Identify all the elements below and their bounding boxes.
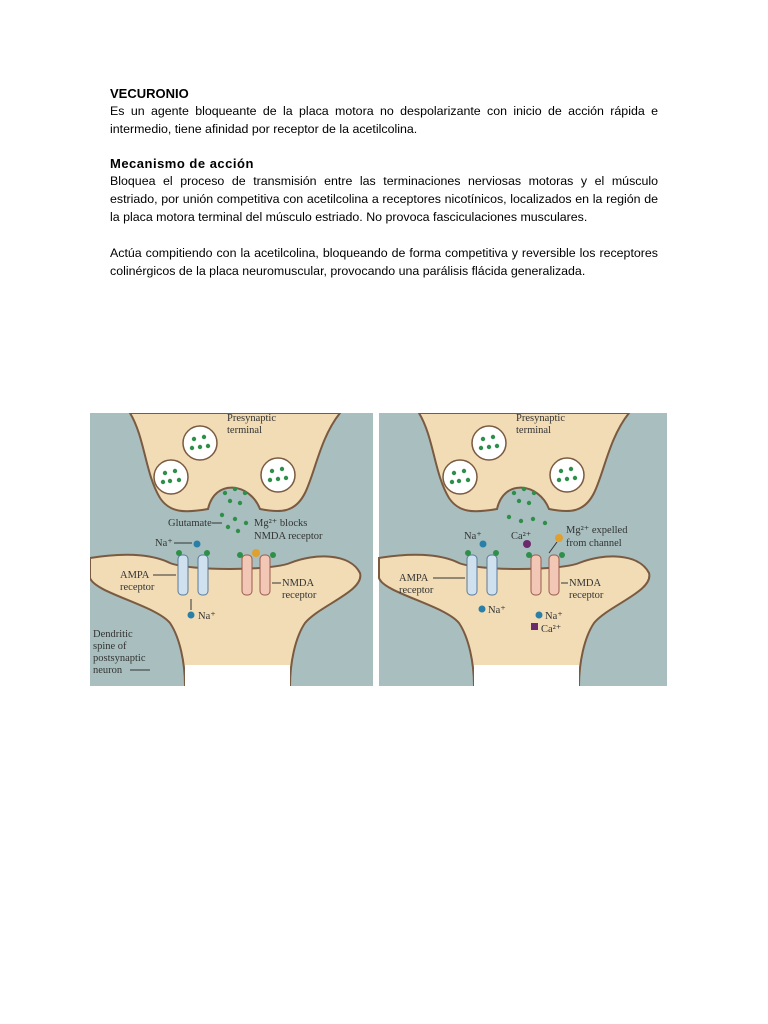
left-label-ampa: AMPA <box>120 570 150 581</box>
right-label-ampa-receptor: receptor <box>399 585 434 596</box>
right-label-terminal: terminal <box>516 425 551 436</box>
mechanism-paragraph-1: Bloquea el proceso de transmisión entre las terminaciones nerviosas motoras y el músculo estriado, por unión competitiva con acetilcolina a receptores nicotínicos, localizados en la región de la placa motora terminal del músculo estriado. No provoca fasciculaciones musculares. <box>110 174 658 224</box>
left-na-ion-out <box>188 612 195 619</box>
right-label-na-out-ampa: Na⁺ <box>488 605 506 616</box>
left-label-ampa-receptor: receptor <box>120 582 155 593</box>
left-label-terminal: terminal <box>227 425 262 436</box>
mechanism-paragraph-2: Actúa compitiendo con la acetilcolina, bloqueando de forma competitiva y reversible los receptores colinérgicos de la placa neuromuscular, provocando una parálisis flácida generalizada. <box>110 246 658 278</box>
left-label-dendritic: Dendritic <box>93 629 133 640</box>
left-panel <box>90 413 373 686</box>
document-title: VECURONIO <box>110 86 189 101</box>
mechanism-heading: Mecanismo de acción <box>110 156 254 171</box>
right-spine-neck <box>474 665 579 686</box>
left-label-nmda-receptor: receptor <box>282 590 317 601</box>
left-spine-neck <box>185 665 290 686</box>
left-mg-ion <box>252 549 260 557</box>
right-label-nmda-receptor: receptor <box>569 590 604 601</box>
left-label-glutamate: Glutamate <box>168 518 212 529</box>
right-na-ion-out-ampa <box>479 606 486 613</box>
left-label-na-out: Na⁺ <box>198 611 216 622</box>
right-label-nmda: NMDA <box>569 578 602 589</box>
left-label-mg-blocks: Mg²⁺ blocks <box>254 518 308 529</box>
left-label-nmda-top: NMDA receptor <box>254 531 323 542</box>
right-label-from-channel: from channel <box>566 538 622 549</box>
right-label-na-out-nmda: Na⁺ <box>545 611 563 622</box>
left-label-spine-of: spine of <box>93 641 127 652</box>
left-label-nmda: NMDA <box>282 578 315 589</box>
right-mg-ion-expelled <box>555 534 563 542</box>
right-label-ca-in: Ca²⁺ <box>511 531 532 542</box>
right-ca-ion-out <box>531 623 538 630</box>
left-label-postsynaptic: postsynaptic <box>93 653 146 664</box>
left-label-neuron: neuron <box>93 665 123 676</box>
right-label-ampa: AMPA <box>399 573 429 584</box>
right-panel <box>379 413 667 686</box>
right-label-mg-expelled: Mg²⁺ expelled <box>566 525 628 536</box>
synapse-illustration <box>90 413 667 686</box>
right-label-na-in: Na⁺ <box>464 531 482 542</box>
right-na-ion-out-nmda <box>536 612 543 619</box>
document-body <box>110 86 658 280</box>
left-label-na-in: Na⁺ <box>155 538 173 549</box>
left-na-ion-in <box>194 541 201 548</box>
synapse-figure <box>90 413 667 686</box>
left-label-presynaptic: Presynaptic <box>227 413 276 424</box>
intro-paragraph: Es un agente bloqueante de la placa motora no despolarizante con inicio de acción rápida e intermedio, tiene afinidad por receptor de la acetilcolina. <box>110 104 658 136</box>
right-label-presynaptic: Presynaptic <box>516 413 565 424</box>
right-label-ca-out: Ca²⁺ <box>541 624 562 635</box>
